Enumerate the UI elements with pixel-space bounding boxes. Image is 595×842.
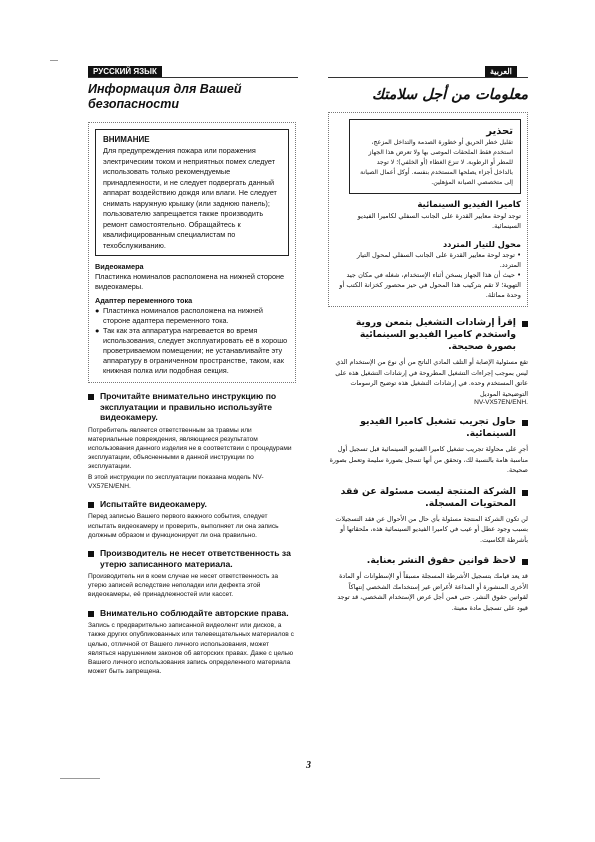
section-arabic: إقرأ إرشادات التشغيل بتمعن وروية واستخدم كاميرا الفيديو السينمائية بصورة صحيحة. تقع مسئولية الإصابة أو التلف المادي الناتج من أي نوع من الإستخدام الذي ليس بموجب إجراءات التشغيل المطروحة في إرشادات التشغيل هذه على عاتق المستخدم وحده. في إرشادات التشغيل هذه توضيح الرسومات التوضيحية الموديل NV-VX57EN/ENH. [328, 317, 528, 406]
section-body: Производитель ни в коем случае не несет ответственность за утерю записей вследствие неполадки или дефекта этой видеокамеры, её принадлежностей или кассет. [88, 573, 279, 599]
camera-text: Пластинка номиналов расположена на нижней стороне видеокамеры. [95, 272, 285, 291]
section-heading: Прочитайте внимательно инструкцию по эксплуатации и правильно используйте видеокамеру. [88, 391, 296, 423]
language-tab-arabic: العربية [485, 66, 517, 77]
section-arabic: الشركة المنتجة ليست مسئولة عن فقد المحتويات المسجلة. لن تكون الشركة المنتجة مسئولة بأي حال من الأحوال عن فقد التسجيلات بسبب وجود عطل أو عيب في كاميرا الفيديو السينمائية هذه، ملحقاتها أو بأشرطة الكاسيت. [335, 485, 528, 544]
safety-box-arabic [328, 112, 528, 307]
header-rule-left [88, 77, 298, 78]
camcorder-heading-arabic: كاميرا الفيديو السينمائية [417, 200, 521, 210]
warning-text: Для предупреждения пожара или поражения электрическим током и неприятных помех следует использовать только рекомендуемые принадлежности, и не следует подвергать данный аппарат воздействию дождя или влаги. Не следует снимать наружную крышку (или заднюю панель); пользователю запрещается также производить ремонт самостоятельно. Обращайтесь к квалифицированным специалистам по техобслуживанию. [103, 146, 277, 250]
square-bullet-icon [522, 321, 528, 327]
adapter-label: Адаптер переменного тока [95, 296, 193, 305]
scan-mark [50, 60, 58, 61]
section-body: Запись с предварительно записанной видеолент или дисков, а также других опубликованных или телевещательных материалов с целью, отличной от Вашего личного использования, может являться нарушением законов об авторских правах. Даже с целью Вашего личного использования запись определенного материала может быть запрещена. [88, 622, 294, 676]
model-number: NV-VX57EN/ENH. [474, 399, 528, 406]
section-body-model: В этой инструкции по эксплуатации показана модель NV-VX57EN/ENH. [88, 473, 264, 490]
square-bullet-icon [88, 502, 94, 508]
section-body: Потребитель является ответственным за травмы или материальные повреждения, являющиеся результатом использования данного изделия не в соответствии с процедурами эксплуатации, объясненными в данной инструкции по эксплуатации. [88, 426, 292, 471]
section-body: Перед записью Вашего первого важного события, следует испытать видеокамеру и проверить, выполняет ли она запись должным образом и функционирует ли она правильно. [88, 513, 279, 539]
warning-text-arabic: تقليل خطر الحريق أو خطورة الصدمة والتداخل المزعج، استخدم فقط الملحقات الموصى بها ولا تعرض هذا الجهاز للمطر أو الرطوبة. لا تنزع الغطاء (أو الخلفي)؛ لا توجد بالداخل أجزاء يصلحها المستخدم بنفسه. أوكل أعمال الصيانة إلى متخصصي الصيانة المؤهلين. [360, 139, 513, 186]
warning-title: ВНИМАНИЕ [103, 135, 150, 144]
page-title-arabic: معلومات من أجل سلامتك [372, 87, 528, 103]
section-arabic: حاول تجريب تشغيل كاميرا الفيديو السينمائية. أجرِ على محاولة تجريب تشغيل كاميرا الفيديو السينمائية قبل تسجيل أول مناسبة هامة بالنسبة لك، وتحقق من أنها تسجل بصورة سليمة وتعمل بصورة صحيحة. [329, 416, 528, 474]
adapter-bullet-arabic: • حيث أن هذا الجهاز يسخن أثناء الإستخدام، شغله في مكان جيد التهوية؛ لا تقم بتركيب هذا المحول في حيز محصور كخزانة الكتب أو وحدة مماثلة. [339, 271, 521, 299]
arabic-column [328, 82, 528, 613]
language-tab-russian: РУССКИЙ ЯЗЫК [88, 66, 162, 77]
square-bullet-icon [88, 551, 94, 557]
warning-title-arabic: تحذير [486, 126, 513, 137]
camera-label: Видеокамера [95, 262, 144, 271]
adapter-bullet: ● Так как эта аппаратура нагревается во время использования, следует эксплуатировать её в хорошо проветриваемом помещении; не устанавливайте эту аппаратуру в ограниченном пространстве, таком, как книжная полка или подобная секция. [95, 326, 288, 375]
adapter-heading-arabic: محول للتيار المتردد [442, 239, 521, 249]
adapter-bullet: ● Пластинка номиналов расположена на нижней стороне адаптера переменного тока. [95, 306, 263, 325]
square-bullet-icon [522, 559, 528, 565]
square-bullet-icon [522, 420, 528, 426]
section-heading: Производитель не несет ответственность за утерю записанного материала. [88, 548, 296, 569]
camcorder-text-arabic: توجد لوحة معايير القدرة على الجانب السفلي لكاميرا الفيديو السينمائية. [357, 212, 521, 230]
scan-mark [60, 778, 100, 779]
square-bullet-icon [522, 490, 528, 496]
section-heading: Испытайте видеокамеру. [88, 499, 296, 510]
page-title-russian: Информация для Вашей безопасности [88, 82, 242, 111]
safety-box-russian [88, 122, 296, 383]
square-bullet-icon [88, 611, 94, 617]
section-heading: Внимательно соблюдайте авторские права. [88, 608, 296, 619]
warning-box-russian [95, 129, 289, 256]
adapter-bullet-arabic: • توجد لوحة معايير القدرة على الجانب السفلي لمحول التيار المتردد. [356, 251, 521, 269]
warning-box-arabic [349, 119, 521, 194]
section-arabic: لاحظ قوانين حقوق النشر بعناية. قد يعد قيامك بتسجيل الأشرطة المسجلة مسبقاً أو الإسطوانات أو المادة الأخرى المنشورة أو المذاعة لأغراض غير إستخدامك الشخصي إنتهاكاً لقوانين حقوق النشر. حتى فمن أجل غرض الإستخدام الشخصي، قد توجد قيود على تسجيل مادة معينة. [337, 555, 528, 612]
header-rule-right [328, 77, 528, 78]
russian-column [88, 82, 296, 676]
square-bullet-icon [88, 394, 94, 400]
page-number: 3 [306, 760, 311, 771]
